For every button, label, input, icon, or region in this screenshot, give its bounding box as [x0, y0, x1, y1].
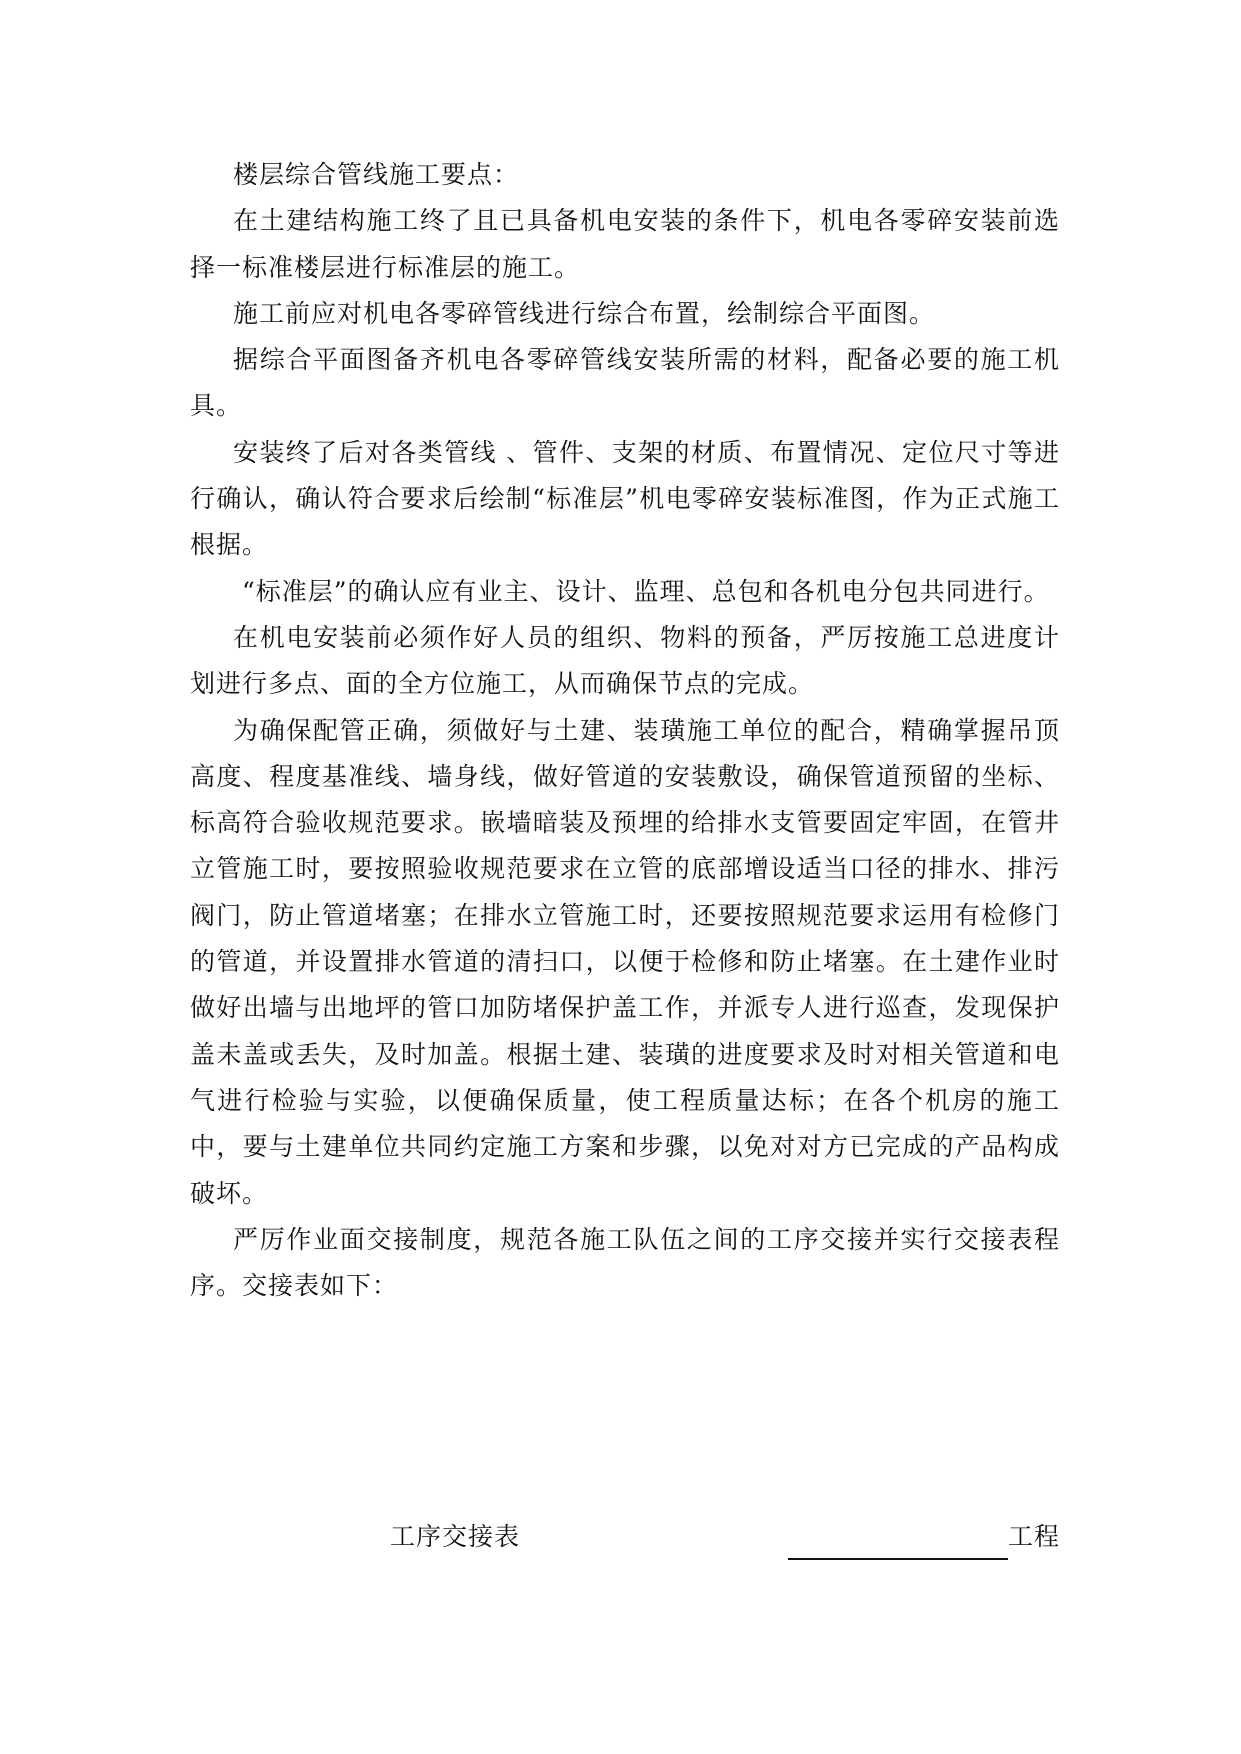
paragraph: 严厉作业面交接制度，规范各施工队伍之间的工序交接并实行交接表程序。交接表如下：	[190, 1224, 1060, 1301]
paragraph: 施工前应对机电各零碎管线进行综合布置，绘制综合平面图。	[233, 298, 936, 328]
paragraph: 为确保配管正确，须做好与土建、装璜施工单位的配合，精确掌握吊顶高度、程度基准线、墙身线，做好管道的安装敷设，确保管道预留的坐标、标高符合验收规范要求。嵌墙暗装及预埋的给排水支管要固定牢固，在管井立管施工时，要按照验收规范要求在立管的底部增设适当口径的排水、排污阀门，防止管道堵塞；在排水立管施工时，还要按照规范要求运用有检修门的管道，并设置排水管道的清扫口，以便于检修和防止堵塞。在土建作业时做好出墙与出地坪的管口加防堵保护盖工作，并派专人进行巡查，发现保护盖未盖或丢失，及时加盖。根据土建、装璜的进度要求及时对相关管道和电气进行检验与实验，以便确保质量，使工程质量达标；在各个机房的施工中，要与土建单位共同约定施工方案和步骤，以免对对方已完成的产品构成破坏。	[190, 715, 1060, 1208]
paragraph: 在土建结构施工终了且已具备机电安装的条件下，机电各零碎安装前选择一标准楼层进行标准层的施工。	[190, 206, 1060, 282]
paragraph: 在机电安装前必须作好人员的组织、物料的预备，严厉按施工总进度计划进行多点、面的全方位施工，从而确保节点的完成。	[190, 622, 1060, 699]
paragraph: 安装终了后对各类管线 、管件、支架的材质、布置情况、定位尺寸等进行确认，确认符合要求后绘制“标准层”机电零碎安装标准图，作为正式施工根据。	[190, 437, 1060, 560]
table-title-row	[190, 1514, 1060, 1560]
document-body	[190, 152, 1060, 1309]
project-label: 工程	[1007, 1522, 1060, 1551]
table-title: 工序交接表	[390, 1522, 521, 1551]
paragraph-heading: 楼层综合管线施工要点：	[233, 160, 520, 189]
paragraph: “标准层”的确认应有业主、设计、监理、总包和各机电分包共同进行。	[242, 576, 1050, 606]
project-name-blank-line	[788, 1526, 1008, 1560]
paragraph: 据综合平面图备齐机电各零碎管线安装所需的材料，配备必要的施工机具。	[190, 345, 1060, 421]
project-name-field	[788, 1514, 1060, 1560]
